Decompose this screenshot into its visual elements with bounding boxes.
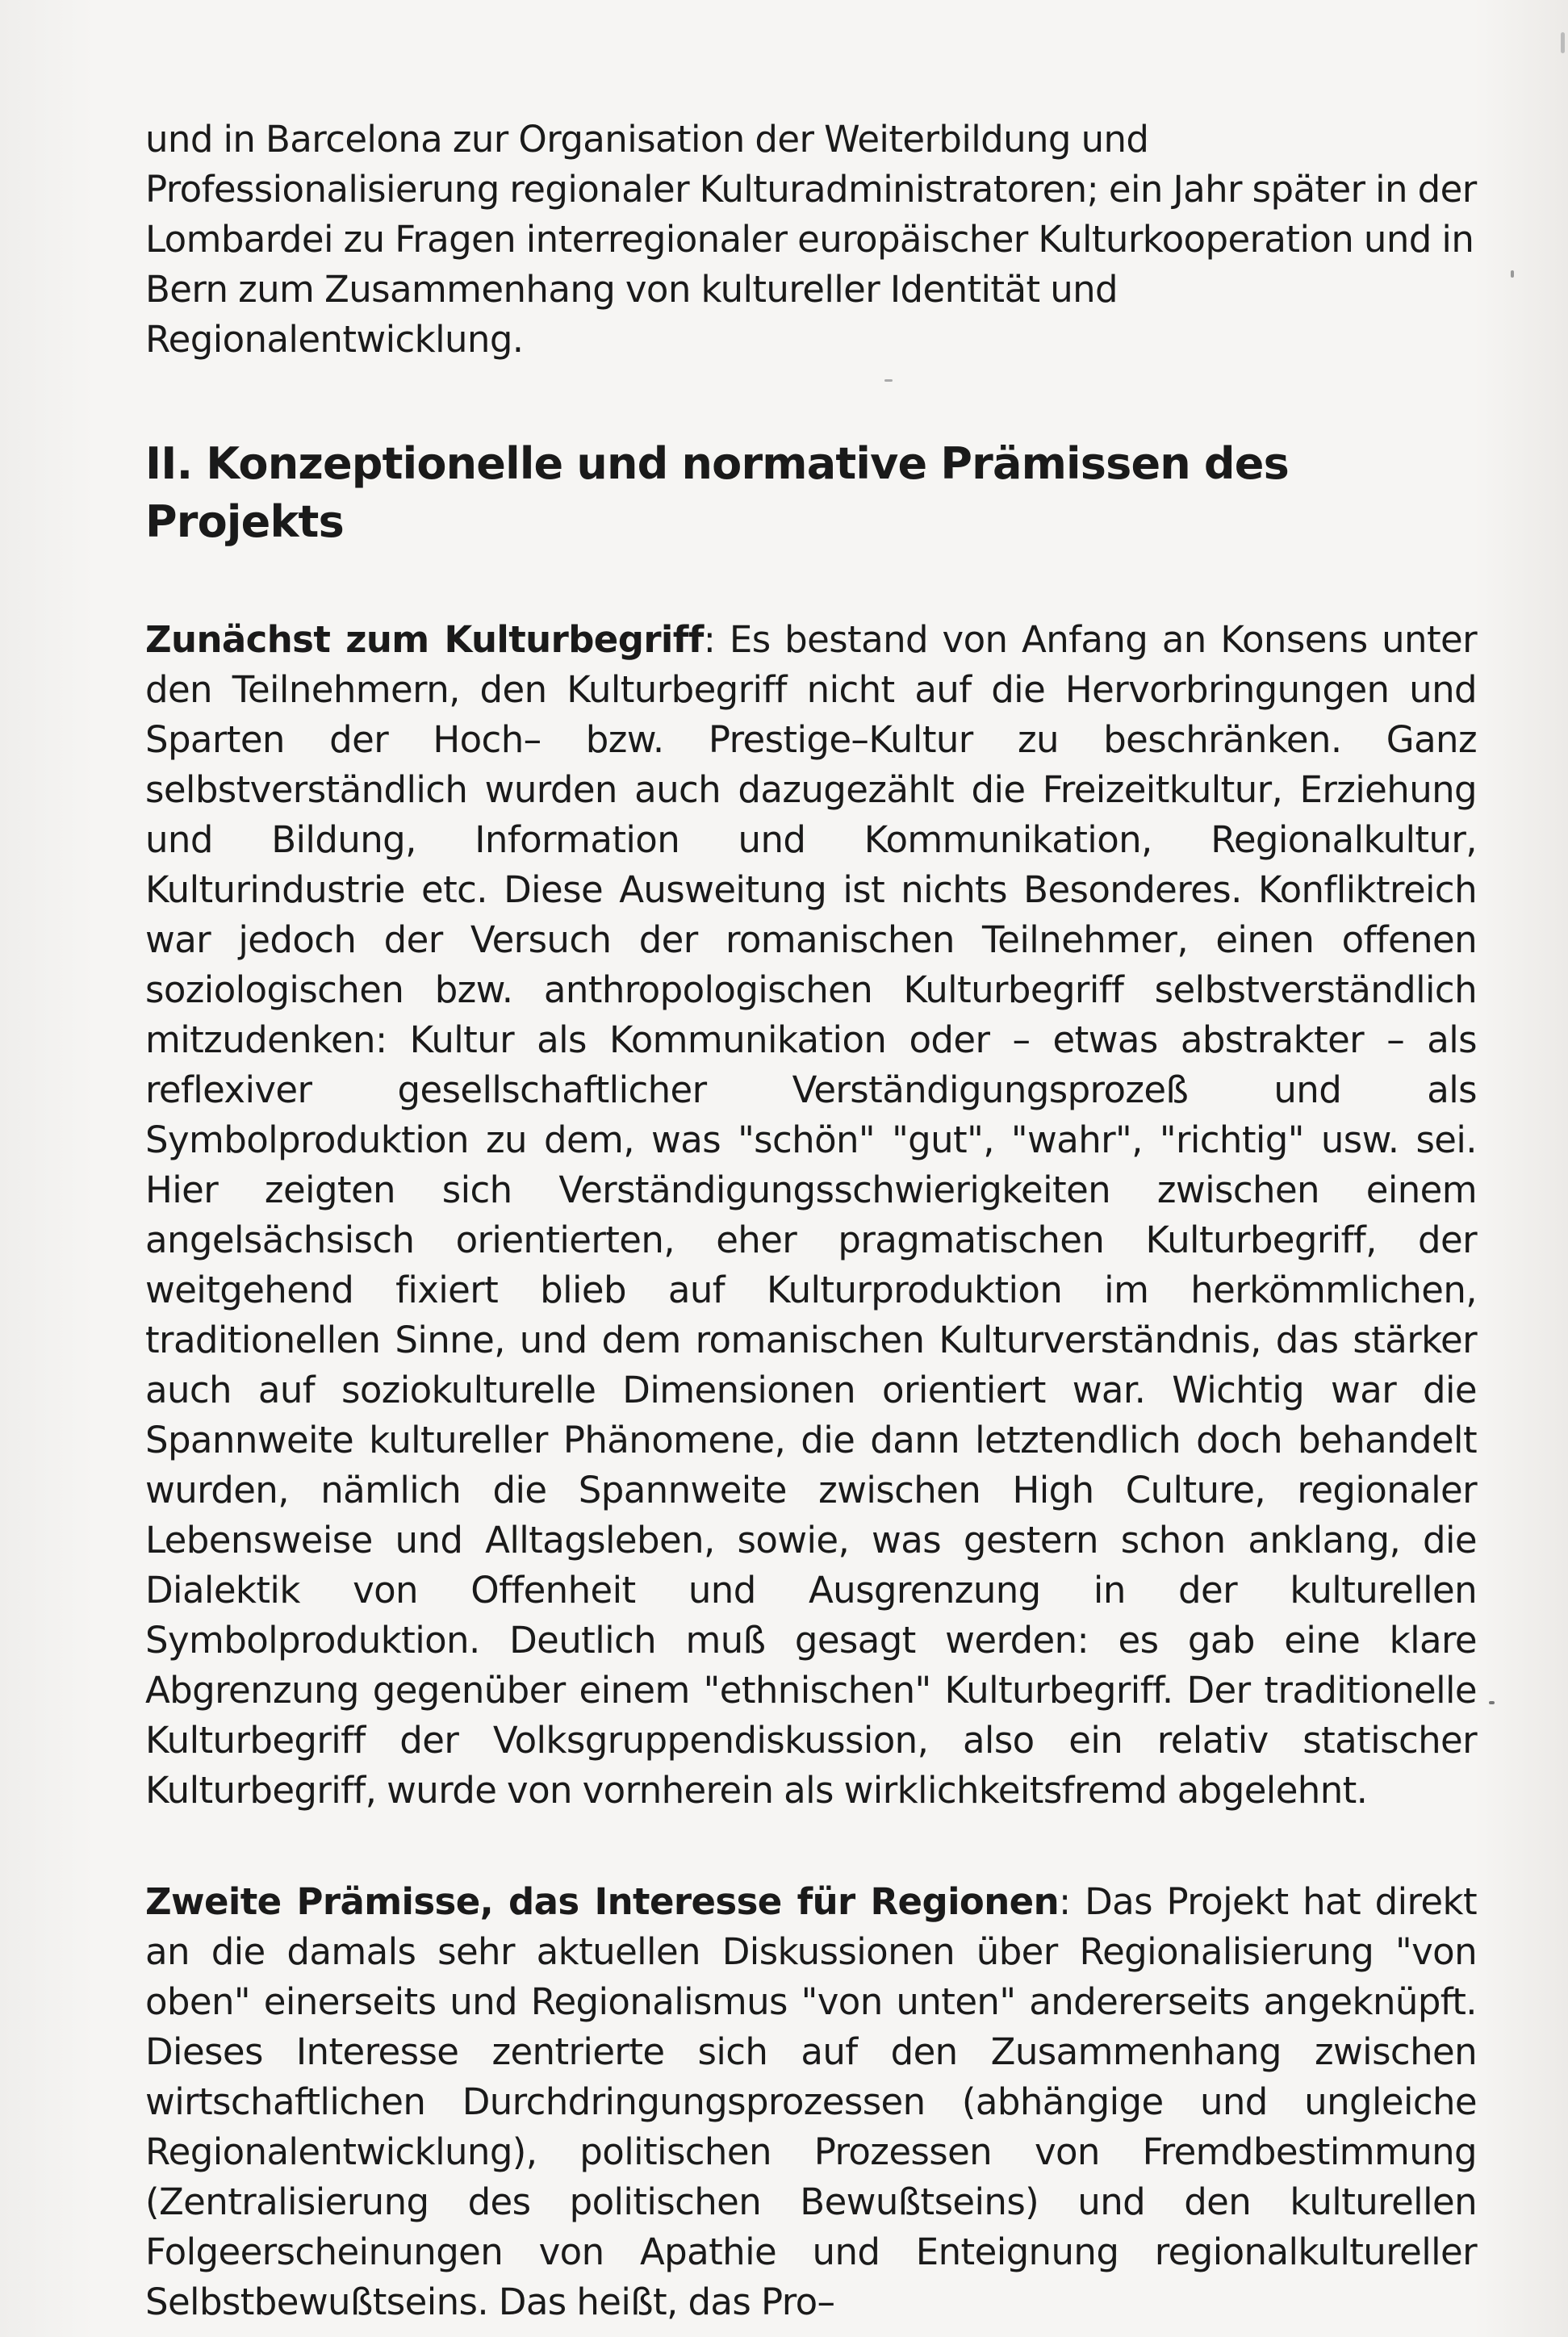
paragraph-lead-regionen: Zweite Prämisse, das Interesse für Regionen [145, 1880, 1060, 1923]
intro-paragraph: und in Barcelona zur Organisation der Weiterbildung und Professionalisierung regionaler Kulturadministratoren; ein Jahr später in der Lombardei zu Fragen interregionaler europäischer Kulturkooperation und in Bern zum Zusammenhang von kultureller Identität und Regionalentwicklung. [145, 118, 1477, 361]
paragraph-kulturbegriff [145, 615, 1477, 1816]
paragraph-regionen [145, 1877, 1477, 2327]
scan-speck [1489, 1701, 1495, 1704]
paragraph-lead-kulturbegriff: Zunächst zum Kulturbegriff [145, 618, 704, 661]
scan-speck [884, 379, 893, 382]
paragraph-body-kulturbegriff: : Es bestand von Anfang an Konsens unter den Teilnehmern, den Kulturbegriff nicht auf die Hervorbringungen und Sparten der Hoch– bzw. Prestige–Kultur zu beschränken. Ganz selbstverständlich wurden auch dazugezählt die Freizeitkultur, Erziehung und Bildung, Information und Kommunikation, Regionalkultur, Kulturindustrie etc. Diese Ausweitung ist nichts Besonderes. Konfliktreich war jedoch der Versuch der romanischen Teilnehmer, einen offenen soziologischen bzw. anthropologischen Kulturbegriff selbstverständlich mitzudenken: Kultur als Kommunikation oder – etwas abstrakter – als reflexiver gesellschaftlicher Verständigungsprozeß und als Symbolproduktion zu dem, was "schön" "gut", "wahr", "richtig" usw. sei. Hier zeigten sich Verständigungsschwierigkeiten zwischen einem angelsächsisch orientierten, eher pragmatischen Kulturbegriff, der weitgehend fixiert blieb auf Kulturproduktion im herkömmlichen, traditionellen Sinne, und dem romanischen Kulturverständnis, das stärker auch auf soziokulturelle Dimensionen orientiert war. Wichtig war die Spannweite kultureller Phänomene, die dann letztendlich doch behandelt wurden, nämlich die Spannweite zwischen High Culture, regionaler Lebensweise und Alltagsleben, sowie, was gestern schon anklang, die Dialektik von Offenheit und Ausgrenzung in der kulturellen Symbolproduktion. Deutlich muß gesagt werden: es gab eine klare Abgrenzung gegenüber einem "ethnischen" Kulturbegriff. Der traditionelle Kulturbegriff der Volksgruppendiskussion, also ein relativ statischer Kulturbegriff, wurde von vornherein als wirklichkeitsfremd abgelehnt. [145, 618, 1478, 1812]
page-content [145, 115, 1477, 2327]
section-heading: II. Konzeptionelle und normative Prämissen des Projekts [145, 438, 1289, 547]
paragraph-body-regionen: : Das Projekt hat direkt an die damals sehr aktuellen Diskussionen über Regionalisierung "von oben" einerseits und Regionalismus "von unten" andererseits angeknüpft. Dieses Interesse zentrierte sich auf den Zusammenhang zwischen wirtschaftlichen Durchdringungsprozessen (abhängige und ungleiche Regionalentwicklung), politischen Prozessen von Fremdbestimmung (Zentralisierung des politischen Bewußtseins) und den kulturellen Folgeerscheinungen von Apathie und Enteignung regionalkultureller Selbstbewußtseins. Das heißt, das Pro– [145, 1880, 1477, 2323]
scan-speck [1561, 32, 1565, 53]
scan-speck [1511, 270, 1514, 278]
